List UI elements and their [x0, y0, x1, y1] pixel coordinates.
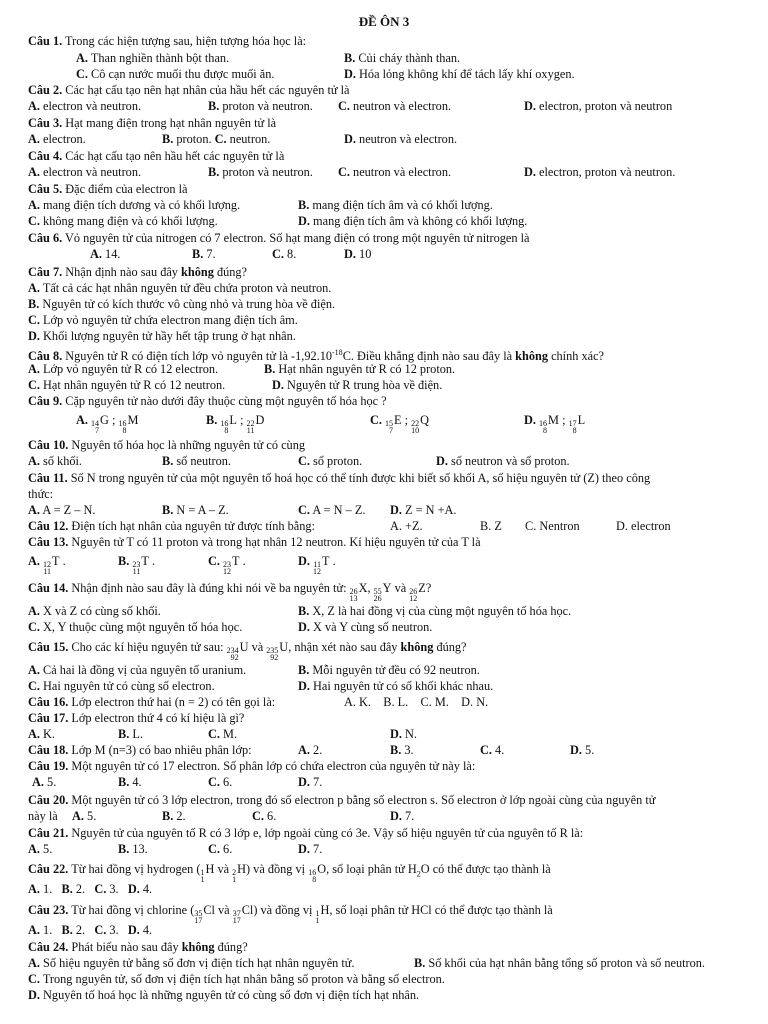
isotope-symbol: 17 8 L [568, 413, 586, 435]
isotope-symbol: 22 11 D [246, 413, 265, 435]
isotope-symbol: 12 11 T [43, 554, 60, 576]
q17-options: A. K. B. L. C. M. D. N. [28, 727, 418, 741]
question-6: Câu 6. Vỏ nguyên tử của nitrogen có 7 electron. Số hạt mang điện có trong một nguyên tử nitrogen là [28, 231, 530, 245]
question-23: Câu 23. Từ hai đồng vị chlorine ( 35 17 Cl và 37 17 Cl) và đồng vị 1 1 H, số loại phân tử HCl có thể được tạo thành là [28, 903, 553, 925]
isotope-symbol: 15 7 E [385, 413, 402, 435]
question-20: Câu 20. Một nguyên tử có 3 lớp electron, trong đó số electron p bằng số electron s. Số electron ở lớp ngoài cùng của nguyên tử [28, 793, 656, 807]
q8-options-row2: C. Hạt nhân nguyên tử R có 12 neutron. D. Nguyên tử R trung hòa về điện. [28, 378, 443, 392]
isotope-symbol: 26 13 X [349, 581, 368, 603]
q1-options-row2: C. Cô cạn nước muối thu được muối ăn. D. Hóa lỏng không khí để tách lấy khí oxygen. [76, 67, 575, 81]
isotope-symbol: 55 26 Y [373, 581, 392, 603]
isotope-symbol: 1 1 H [200, 862, 215, 884]
isotope-symbol: 16 8 M [539, 413, 559, 435]
q6-options: A. 14. B. 7. C. 8. D. 10 [90, 247, 372, 261]
q5-options-row2: C. không mang điện và có khối lượng. D. mang điện tích âm và không có khối lượng. [28, 214, 528, 228]
question-13: Câu 13. Nguyên tử T có 11 proton và trong hạt nhân 12 neutron. Kí hiệu nguyên tử của T là [28, 535, 481, 549]
question-14: Câu 14. Nhận định nào sau đây là đúng khi nói về ba nguyên tử: 26 13 X, 55 26 Y và 26 12 Z? [28, 581, 432, 603]
q24-option-c: C. Trong nguyên tử, số đơn vị điện tích hạt nhân bằng số proton và bằng số electron. [28, 972, 445, 986]
isotope-symbol: 26 12 Z [409, 581, 426, 603]
question-8: Câu 8. Nguyên tử R có điện tích lớp vỏ nguyên tử là $-1,92.10^{-18}C$. Điều khẳng định nào sau đây là không chính xác? [28, 348, 604, 364]
q7-option-b: B. Nguyên tử có kích thước vô cùng nhỏ và trung hòa về điện. [28, 297, 336, 311]
question-12: Câu 12. Điện tích hạt nhân của nguyên tử được tính bằng: A. +Z. B. Z C. Nentron D. electron [28, 519, 671, 533]
q8-options-row1: A. Lớp vỏ nguyên tử R có 12 electron. B. Hạt nhân nguyên tử R có 12 proton. [28, 362, 456, 376]
question-19: Câu 19. Một nguyên tử có 17 electron. Số phân lớp có chứa electron của nguyên tử này là: [28, 759, 476, 773]
question-3: Câu 3. Hạt mang điện trong hạt nhân nguyên tử là [28, 116, 277, 130]
q1-options-row1: A. Than nghiền thành bột than. B. Củi cháy thành than. [76, 51, 461, 65]
question-7: Câu 7. Nhận định nào sau đây không đúng? [28, 265, 247, 279]
q15-options-row1: A. Cả hai là đồng vị của nguyên tố uranium. B. Mỗi nguyên tử đều có 92 neutron. [28, 663, 480, 677]
question-2: Câu 2. Các hạt cấu tạo nên hạt nhân của hầu hết các nguyên tử là [28, 83, 350, 97]
isotope-symbol: 23 12 T [223, 554, 240, 576]
isotope-symbol: 16 8 O [308, 862, 327, 884]
isotope-symbol: 35 17 Cl [194, 903, 215, 925]
question-17: Câu 17. Lớp electron thứ 4 có kí hiệu là gì? [28, 711, 245, 725]
q19-options: A. 5. B. 4. C. 6. D. 7. [32, 775, 323, 789]
question-18: Câu 18. Lớp M (n=3) có bao nhiêu phân lớp: A. 2. B. 3. C. 4. D. 5. [28, 743, 595, 757]
isotope-symbol: 2 1 H [232, 862, 247, 884]
question-21: Câu 21. Nguyên tử của nguyên tố R có 3 lớp e, lớp ngoài cùng có 3e. Vậy số hiệu nguyên tử của nguyên tố R là: [28, 826, 584, 840]
q14-options-row1: A. X và Z có cùng số khối. B. X, Z là hai đồng vị của cùng một nguyên tố hóa học. [28, 604, 572, 618]
q21-options: A. 5. B. 13. C. 6. D. 7. [28, 842, 323, 856]
q9-options: A. 14 7 G ; 16 8 M B. 16 8 L ; 22 11 D C. 15 7 E ; 22 10 Q D. 16 8 M ; 17 8 L [76, 413, 586, 435]
question-24: Câu 24. Phát biểu nào sau đây không đúng? [28, 940, 248, 954]
q10-options: A. số khối. B. số neutron. C. số proton. D. số neutron và số proton. [28, 454, 570, 468]
isotope-symbol: 16 8 L [220, 413, 237, 435]
question-16: Câu 16. Lớp electron thứ hai (n = 2) có tên gọi là: A. K. B. L. C. M. D. N. [28, 695, 489, 709]
isotope-symbol: 11 12 T [313, 554, 330, 576]
isotope-symbol: 16 8 M [118, 413, 139, 435]
page-title: ĐỀ ÔN 3 [358, 14, 410, 29]
question-1: Câu 1. Trong các hiện tượng sau, hiện tượng hóa học là: [28, 34, 307, 48]
q15-options-row2: C. Hai nguyên tử có cùng số electron. D. Hai nguyên tử có số khối khác nhau. [28, 679, 494, 693]
q7-option-c: C. Lớp vỏ nguyên tử chứa electron mang điện tích âm. [28, 313, 298, 327]
q24-options-row1: A. Số hiệu nguyên tử bằng số đơn vị điện tích hạt nhân nguyên tử. B. Số khối của hạt nhân bằng tổng số proton và số neutron. [28, 956, 705, 970]
isotope-symbol: 37 17 Cl [232, 903, 254, 925]
q13-options: A. 12 11 T . B. 23 11 T . C. 23 12 T . D. 11 12 T . [28, 554, 336, 576]
q7-option-a: A. Tất cả các hạt nhân nguyên tử đều chứa proton và neutron. [28, 281, 332, 295]
question-11-cont: thức: [28, 487, 54, 501]
q22-options: A. 1. B. 2. C. 3. D. 4. [28, 882, 153, 896]
q14-options-row2: C. X, Y thuộc cùng một nguyên tố hóa học. D. X và Y cùng số neutron. [28, 620, 433, 634]
q4-options: A. electron và neutron. B. proton và neutron. C. neutron và electron. D. electron, proton và neutron. [28, 165, 676, 179]
isotope-symbol: 234 92 U [226, 640, 249, 662]
q23-options: A. 1. B. 2. C. 3. D. 4. [28, 923, 153, 937]
question-15: Câu 15. Cho các kí hiệu nguyên tử sau: 234 92 U và 235 92 U, nhận xét nào sau đây không đúng? [28, 640, 467, 662]
q11-options: A. A = Z – N. B. N = A – Z. C. A = N – Z. D. Z = N +A. [28, 503, 457, 517]
q3-options: A. electron. B. proton. C. neutron. D. neutron và electron. [28, 132, 458, 146]
question-5: Câu 5. Đặc điểm của electron là [28, 182, 188, 196]
question-4: Câu 4. Các hạt cấu tạo nên hầu hết các nguyên tử là [28, 149, 285, 163]
q20-options: này là A. 5. B. 2. C. 6. D. 7. [28, 809, 415, 823]
question-22: Câu 22. Từ hai đồng vị hydrogen ( 1 1 H và 2 1 H) và đồng vị 16 8 O, số loại phân tử $H_2O$ có thể được tạo thành là [28, 862, 551, 884]
isotope-symbol: 23 11 T [132, 554, 149, 576]
isotope-symbol: 22 10 Q [411, 413, 430, 435]
q7-option-d: D. Khối lượng nguyên tử hầy hết tập trung ở hạt nhân. [28, 329, 296, 343]
question-10: Câu 10. Nguyên tố hóa học là những nguyên tử có cùng [28, 438, 306, 452]
question-11: Câu 11. Số N trong nguyên tử của một nguyên tố hoá học có thể tính được khi biết số khối A, số hiệu nguyên tử (Z) theo công [28, 471, 651, 485]
q24-option-d: D. Nguyên tố hoá học là những nguyên tử có cùng số đơn vị điện tích hạt nhân. [28, 988, 420, 1002]
isotope-symbol: 235 92 U [266, 640, 289, 662]
isotope-symbol: 14 7 G [91, 413, 109, 435]
q5-options-row1: A. mang điện tích dương và có khối lượng. B. mang điện tích âm và có khối lượng. [28, 198, 493, 212]
question-9: Câu 9. Cặp nguyên tử nào dưới đây thuộc cùng một nguyên tố hóa học ? [28, 394, 387, 408]
q2-options: A. electron và neutron. B. proton và neutron. C. neutron và electron. D. electron, proton và neutron [28, 99, 673, 113]
isotope-symbol: 1 1 H [315, 903, 330, 925]
